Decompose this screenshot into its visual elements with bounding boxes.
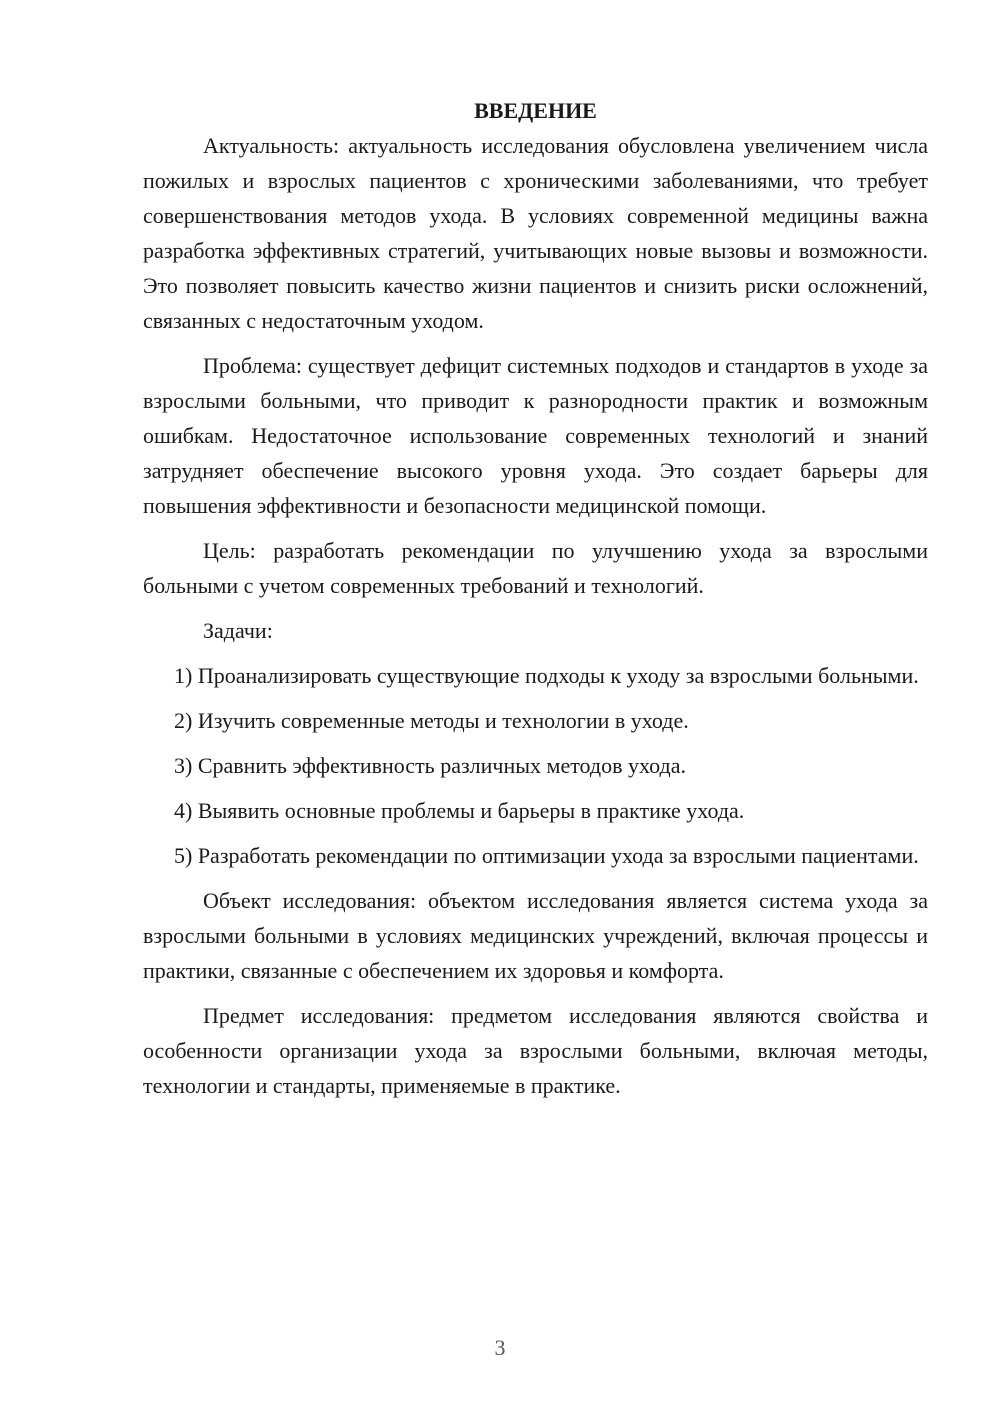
document-page [143, 96, 928, 1113]
task-item-1: 1) Проанализировать существующие подходы к уходу за взрослыми больными. [174, 663, 919, 688]
task-item-4: 4) Выявить основные проблемы и барьеры в практике ухода. [174, 798, 745, 823]
task-item-3: 3) Сравнить эффективность различных методов ухода. [174, 753, 686, 778]
tasks-heading: Задачи: [203, 618, 273, 643]
section-heading: ВВЕДЕНИЕ [474, 98, 597, 123]
paragraph-goal: Цель: разработать рекомендации по улучшению ухода за взрослыми больными с учетом современных требований и технологий. [143, 538, 928, 598]
paragraph-relevance: Актуальность: актуальность исследования обусловлена увеличением числа пожилых и взрослых пациентов с хроническими заболеваниями, что требует совершенствования методов ухода. В условиях современной медицины важна разработка эффективных стратегий, учитывающих новые вызовы и возможности. Это позволяет повысить качество жизни пациентов и снизить риски осложнений, связанных с недостаточным уходом. [143, 133, 928, 333]
paragraph-object: Объект исследования: объектом исследования является система ухода за взрослыми больными в условиях медицинских учреждений, включая процессы и практики, связанные с обеспечением их здоровья и комфорта. [143, 888, 928, 983]
paragraph-problem: Проблема: существует дефицит системных подходов и стандартов в уходе за взрослыми больными, что приводит к разнородности практик и возможным ошибкам. Недостаточное использование современных технологий и знаний затрудняет обеспечение высокого уровня ухода. Это создает барьеры для повышения эффективности и безопасности медицинской помощи. [143, 353, 928, 518]
task-item-2: 2) Изучить современные методы и технологии в уходе. [174, 708, 689, 733]
paragraph-subject: Предмет исследования: предметом исследования являются свойства и особенности организации ухода за взрослыми больными, включая методы, технологии и стандарты, применяемые в практике. [143, 1003, 928, 1098]
page-number: 3 [494, 1335, 506, 1360]
task-item-5: 5) Разработать рекомендации по оптимизации ухода за взрослыми пациентами. [174, 843, 919, 868]
